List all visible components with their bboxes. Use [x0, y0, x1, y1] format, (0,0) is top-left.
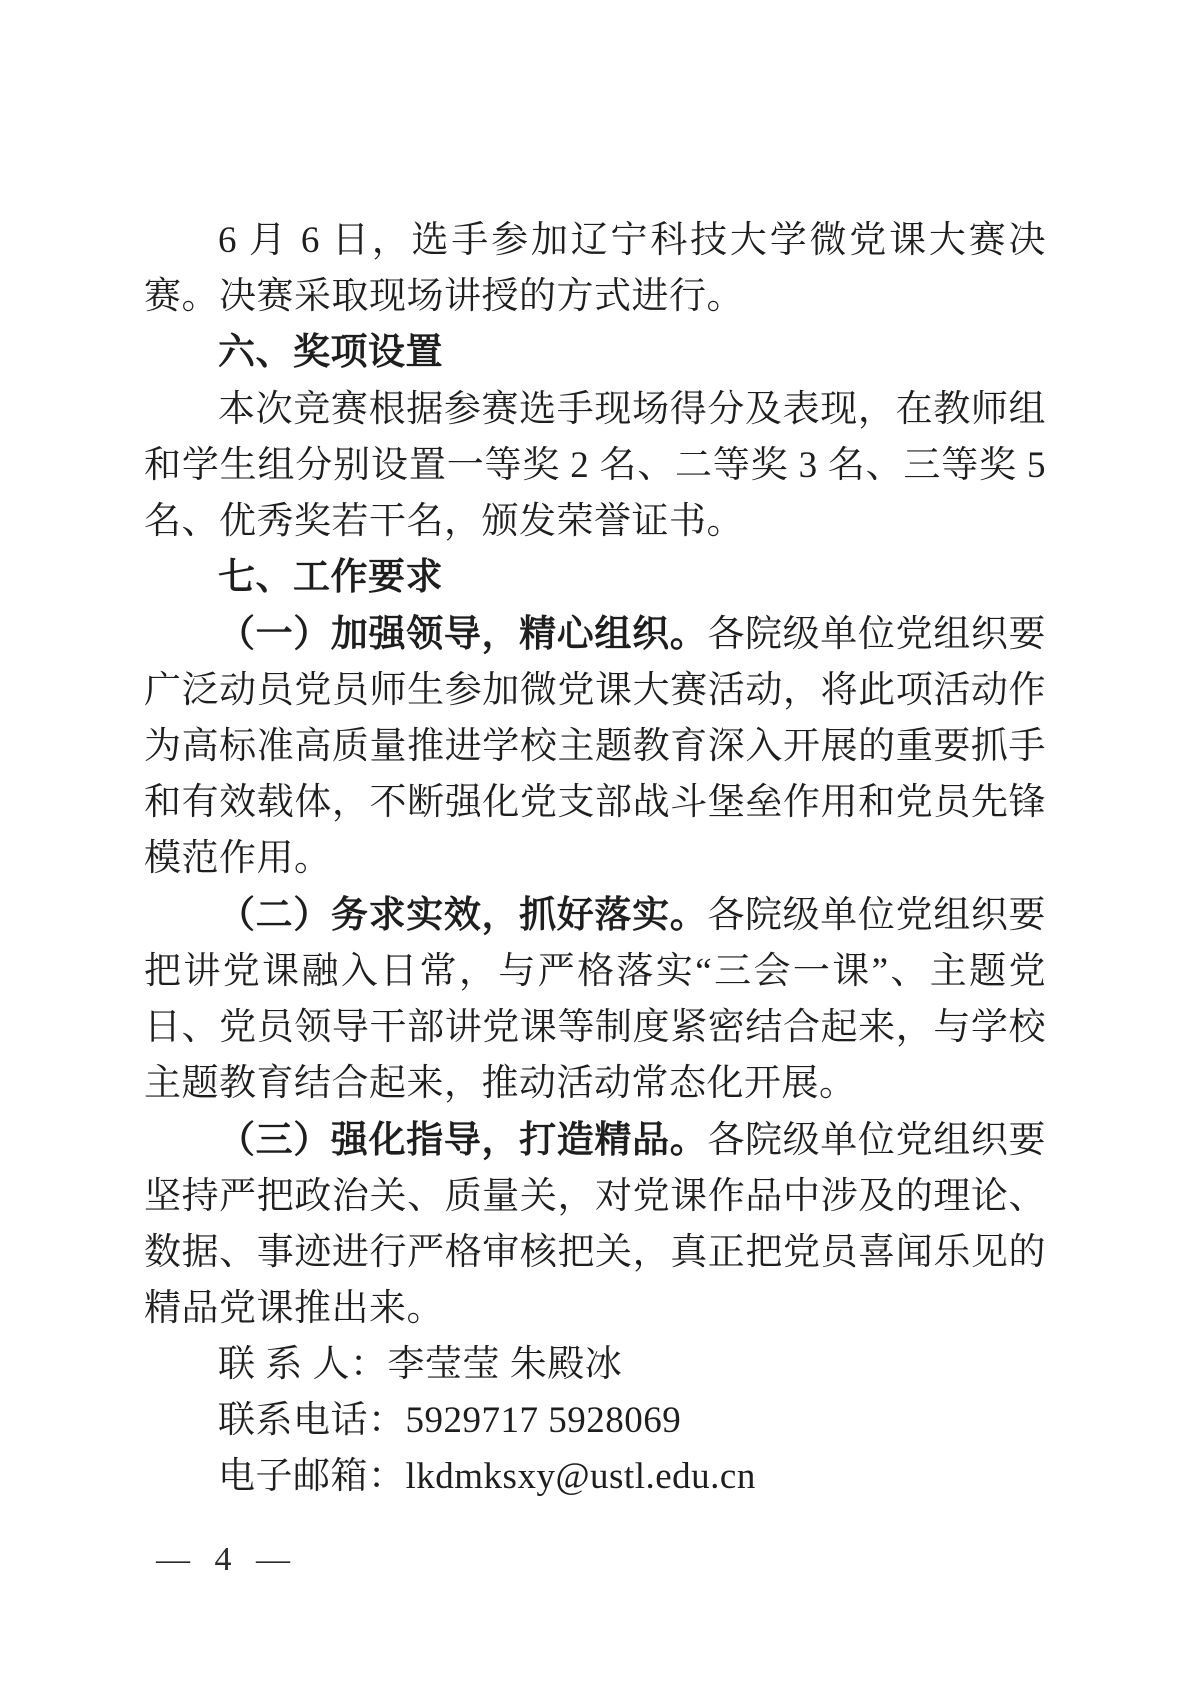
paragraph-bold-lead: （二）务求实效，抓好落实。: [218, 894, 708, 935]
paragraph-text: 6 月 6 日，选手参加辽宁科技大学微党课大赛决赛。决赛采取现场讲授的方式进行。: [144, 220, 1046, 317]
section-heading: [144, 325, 1046, 381]
body-paragraph: [144, 212, 1046, 325]
paragraph-text: 本次竞赛根据参赛选手现场得分及表现，在教师组和学生组分别设置一等奖 2 名、二等奖 3 名、三等奖 5 名、优秀奖若干名，颁发荣誉证书。: [144, 389, 1046, 542]
body-paragraph: [144, 381, 1046, 550]
contact-email-line: [144, 1449, 1046, 1505]
paragraph-text: 联 系 人：李莹莹 朱殿冰: [218, 1344, 623, 1385]
heading-text: 六、奖项设置: [218, 332, 443, 373]
paragraph-text: 各院级单位党组织要坚持严把政治关、质量关，对党课作品中涉及的理论、数据、事迹进行严格审核把关，真正把党员喜闻乐见的精品党课推出来。: [144, 1120, 1047, 1329]
contact-person-line: [144, 1337, 1046, 1393]
body-paragraph: [144, 606, 1046, 887]
paragraph-bold-lead: （一）加强领导，精心组织。: [218, 613, 708, 654]
section-heading: [144, 550, 1046, 606]
paragraph-bold-lead: （三）强化指导，打造精品。: [218, 1119, 708, 1160]
paragraph-text: 联系电话：5929717 5928069: [218, 1400, 682, 1441]
heading-text: 七、工作要求: [218, 557, 443, 598]
document-body: [144, 212, 1046, 1505]
paragraph-text: 各院级单位党组织要广泛动员党员师生参加微党课大赛活动，将此项活动作为高标准高质量推进学校主题教育深入开展的重要抓手和有效载体，不断强化党支部战斗堡垒作用和党员先锋模范作用。: [144, 614, 1047, 879]
page-number: — 4 —: [156, 1541, 298, 1578]
body-paragraph: [144, 887, 1046, 1112]
contact-phone-line: [144, 1393, 1046, 1449]
body-paragraph: [144, 1112, 1046, 1337]
paragraph-text: 电子邮箱：lkdmksxy@ustl.edu.cn: [218, 1456, 756, 1497]
paragraph-text: 各院级单位党组织要把讲党课融入日常，与严格落实“三会一课”、主题党日、党员领导干部讲党课等制度紧密结合起来，与学校主题教育结合起来，推动活动常态化开展。: [144, 895, 1047, 1104]
